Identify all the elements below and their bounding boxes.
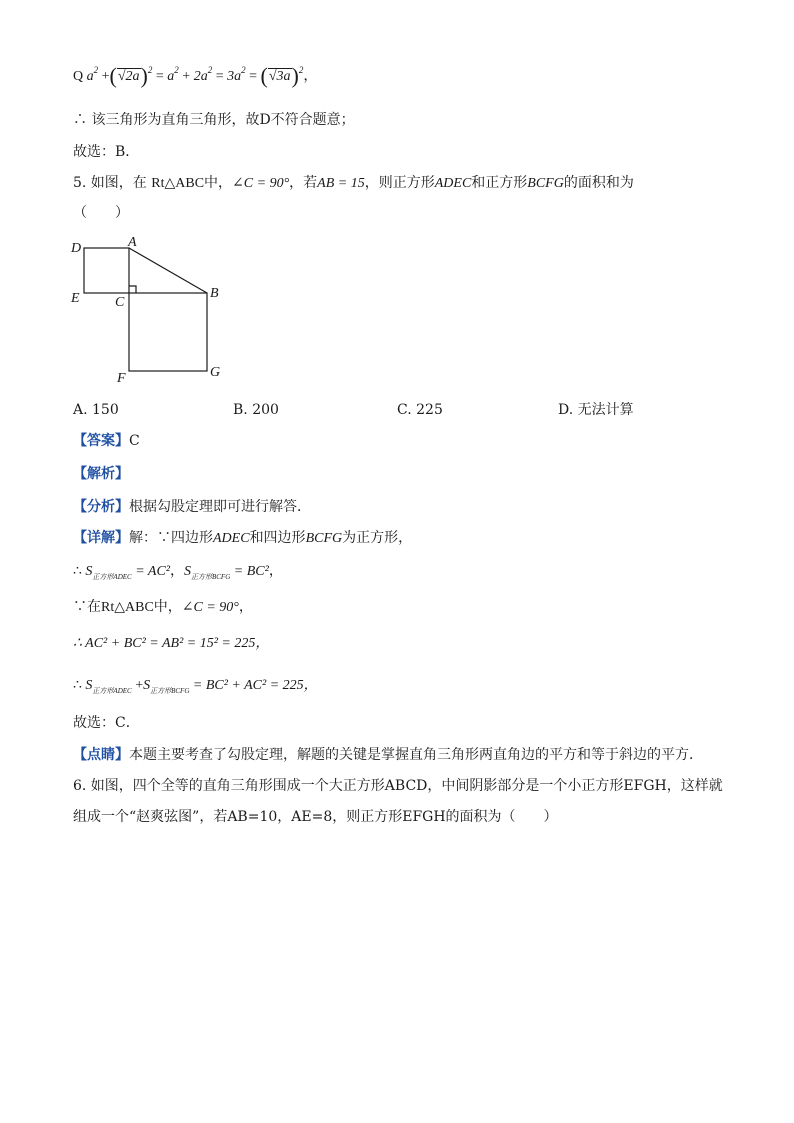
choice-b-line: 故选：B． [73, 144, 140, 160]
dianjing-text: 本题主要考查了勾股定理，解题的关键是掌握直角三角形两直角边的平方和等于斜边的平方． [129, 747, 703, 763]
final-subscript-adec: 正方形ADEC [92, 687, 132, 695]
square-adec-shape [84, 248, 129, 293]
subscript-bcfg: 正方形BCFG [190, 573, 231, 581]
final-subscript-bcfg: 正方形BCFG [150, 687, 190, 695]
angle-c: ∠C = 90° [232, 176, 290, 191]
option-b-letter: B. [233, 402, 248, 418]
q5-text-a: 中， [204, 175, 233, 191]
because-rt: Rt△ABC [101, 600, 154, 615]
option-b-value: 200 [252, 402, 279, 418]
question-6-line-2: 组成一个“赵爽弦图”，若AB=10，AE=8，则正方形EFGH的面积为（ ） [73, 809, 558, 825]
xiangjie-text-2: 和四边形 [249, 530, 306, 546]
because-line: ∵在Rt△ABC中，∠C = 90°， [73, 599, 253, 615]
rt-triangle: Rt△ABC [151, 176, 205, 191]
label-e: E [71, 291, 80, 306]
option-a-value: 150 [92, 402, 119, 418]
q5-answer-paren: （ ） [73, 205, 129, 221]
sum-line: ∴ AC² + BC² = AB² = 15² = 225， [73, 636, 270, 651]
option-c-letter: C. [397, 402, 412, 418]
geometry-figure [66, 232, 236, 387]
option-c-value: 225 [416, 402, 443, 418]
xiangjie-bcfg: BCFG [305, 531, 343, 546]
label-d: D [71, 241, 82, 256]
q5-number: 5. 如图，在 [73, 175, 147, 191]
area-bcfg-value: = BC² [233, 564, 269, 579]
conclusion-line: ∴ 该三角形为直角三角形，故D不符合题意； [73, 112, 355, 128]
area-line: ∴ $S_{正方形ADEC} = AC^2$，$S_{正方形BCFG} = BC^2$， [73, 564, 283, 581]
option-a-letter: A. [73, 402, 88, 418]
label-f: F [117, 371, 126, 386]
option-d-letter: D. [558, 402, 574, 418]
dianjing-line [73, 745, 703, 765]
because-text: ∵在 [73, 599, 101, 615]
question-6-line-1: 6. 如图，四个全等的直角三角形围成一个大正方形ABCD，中间阴影部分是一个小正方形EFGH，这样就 [73, 778, 723, 794]
formula-line-1: Q $a^2 +(√2a)^2 = a^2 + 2a^2 = 3a^2 = (√3a)^2$， [73, 63, 318, 88]
square-bcfg-shape [129, 293, 207, 371]
final-line: ∴ $S_{正方形ADEC} +S_{正方形BCFG} = BC^2 + AC^2 = 225$， [73, 678, 318, 695]
xiangjie-adec: ADEC [213, 531, 250, 546]
xiangjie-line [73, 528, 412, 549]
label-b: B [210, 286, 219, 301]
option-c[interactable] [397, 400, 443, 420]
right-angle-mark [129, 286, 136, 293]
hypotenuse-ab [129, 248, 207, 293]
jiexi-label: 【解析】 [73, 466, 129, 482]
option-b[interactable] [233, 400, 279, 420]
ab-value: AB = 15 [317, 176, 365, 191]
label-g: G [210, 365, 221, 380]
square-adec: ADEC [434, 176, 472, 191]
xiangjie-text-1: 解：∵四边形 [129, 530, 213, 546]
q5-text-c: ，则正方形 [364, 175, 435, 191]
square-bcfg: BCFG [527, 176, 564, 191]
answer-label: 【答案】 [73, 433, 129, 449]
q5-text-e: 的面积和为 [563, 175, 634, 191]
answer-line [73, 431, 140, 451]
area-adec-value: = AC² [135, 564, 170, 579]
answer-value: C [129, 433, 140, 449]
final-value: = BC² + AC² = 225， [192, 678, 318, 693]
choice-c-line: 故选：C． [73, 715, 140, 731]
subscript-adec: 正方形ADEC [92, 573, 132, 581]
label-a: A [128, 235, 137, 250]
xiangjie-label: 【详解】 [73, 530, 129, 546]
because-text-2: 中， [153, 599, 182, 615]
fenxi-line [73, 497, 311, 517]
option-d-value: 无法计算 [577, 402, 634, 418]
label-c: C [115, 295, 125, 310]
fenxi-label: 【分析】 [73, 499, 129, 515]
question-5 [73, 173, 634, 194]
option-a[interactable] [73, 400, 119, 420]
fenxi-text: 根据勾股定理即可进行解答． [129, 499, 311, 515]
because-angle: ∠C = 90° [181, 600, 239, 615]
dianjing-label: 【点睛】 [73, 747, 129, 763]
q5-text-d: 和正方形 [471, 175, 528, 191]
option-d[interactable] [558, 400, 634, 420]
q5-text-b: ，若 [289, 175, 318, 191]
xiangjie-text-3: 为正方形， [342, 530, 413, 546]
